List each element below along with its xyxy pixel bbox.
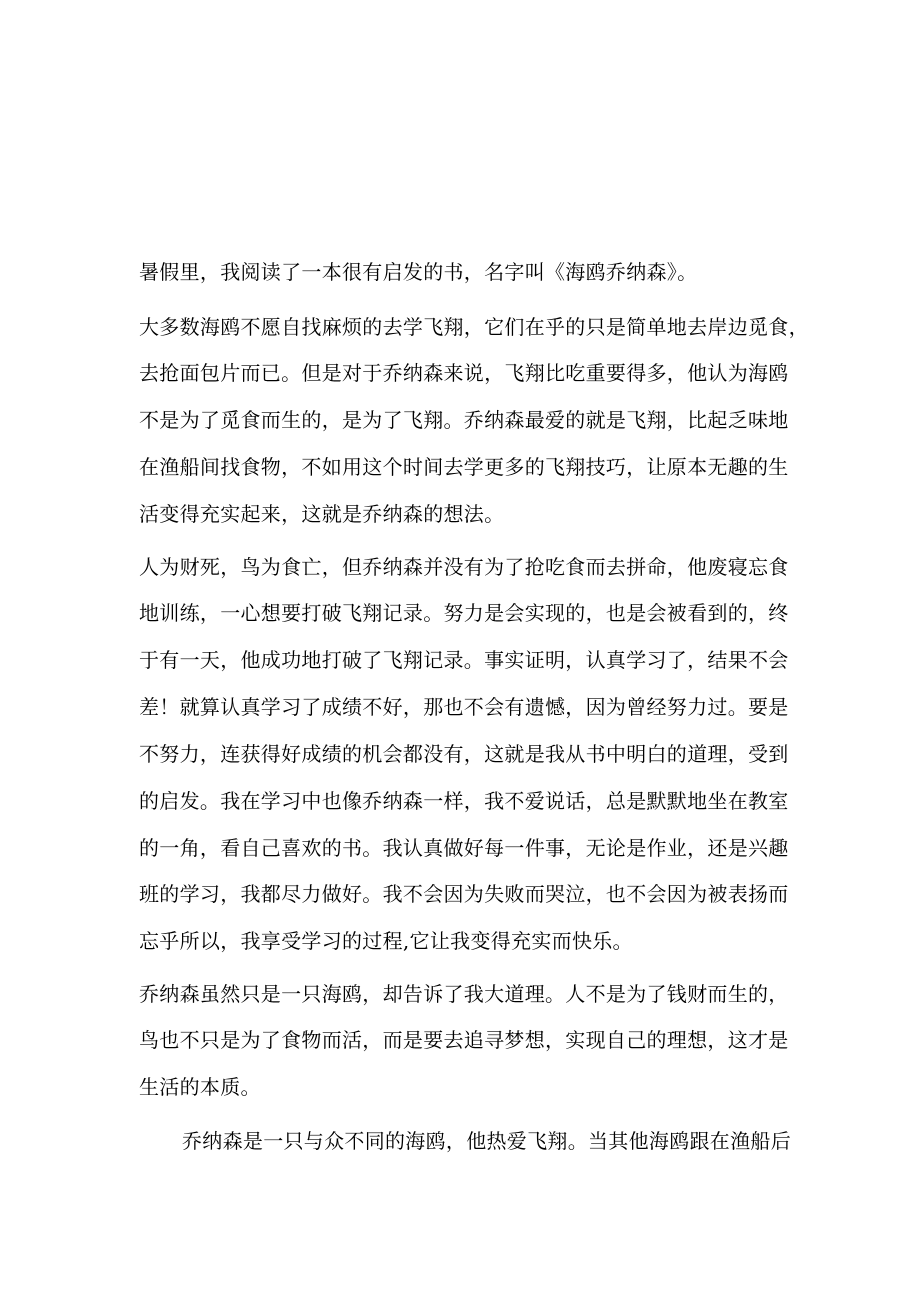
- text-line: 的一角，看自己喜欢的书。我认真做好每一件事，无论是作业，还是兴趣: [139, 836, 789, 860]
- text-line: 人为财死，鸟为食亡，但乔纳森并没有为了抢吃食而去拼命，他废寝忘食: [139, 555, 789, 579]
- text-line: 差！就算认真学习了成绩不好，那也不会有遗憾，因为曾经努力过。要是: [139, 695, 789, 719]
- text-line: 大多数海鸥不愿自找麻烦的去学飞翔，它们在乎的只是简单地去岸边觅食，: [139, 315, 809, 339]
- text-line: 地训练，一心想要打破飞翔记录。努力是会实现的，也是会被看到的，终: [139, 601, 789, 625]
- text-line: 去抢面包片而已。但是对于乔纳森来说，飞翔比吃重要得多，他认为海鸥: [139, 361, 789, 385]
- text-line: 不是为了觅食而生的，是为了飞翔。乔纳森最爱的就是飞翔，比起乏味地: [139, 408, 789, 432]
- text-line: 在渔船间找食物，不如用这个时间去学更多的飞翔技巧，让原本无趣的生: [139, 455, 789, 479]
- text-line: 于有一天，他成功地打破了飞翔记录。事实证明，认真学习了，结果不会: [139, 648, 789, 672]
- text-line: 乔纳森虽然只是一只海鸥，却告诉了我大道理。人不是为了钱财而生的，: [139, 982, 789, 1006]
- text-line: 活变得充实起来，这就是乔纳森的想法。: [139, 502, 505, 526]
- text-line: 鸟也不只是为了食物而活，而是要去追寻梦想，实现自己的理想，这才是: [139, 1028, 789, 1052]
- text-line: 暑假里，我阅读了一本很有启发的书，名字叫《海鸥乔纳森》。: [139, 260, 698, 284]
- text-line: 乔纳森是一只与众不同的海鸥，他热爱飞翔。当其他海鸥跟在渔船后: [182, 1129, 791, 1153]
- text-line: 的启发。我在学习中也像乔纳森一样，我不爱说话，总是默默地坐在教室: [139, 789, 789, 813]
- text-line: 忘乎所以，我享受学习的过程,它让我变得充实而快乐。: [139, 929, 633, 953]
- text-line: 不努力，连获得好成绩的机会都没有，这就是我从书中明白的道理，受到: [139, 742, 789, 766]
- text-line: 生活的本质。: [139, 1075, 261, 1099]
- text-line: 班的学习，我都尽力做好。我不会因为失败而哭泣，也不会因为被表扬而: [139, 882, 789, 906]
